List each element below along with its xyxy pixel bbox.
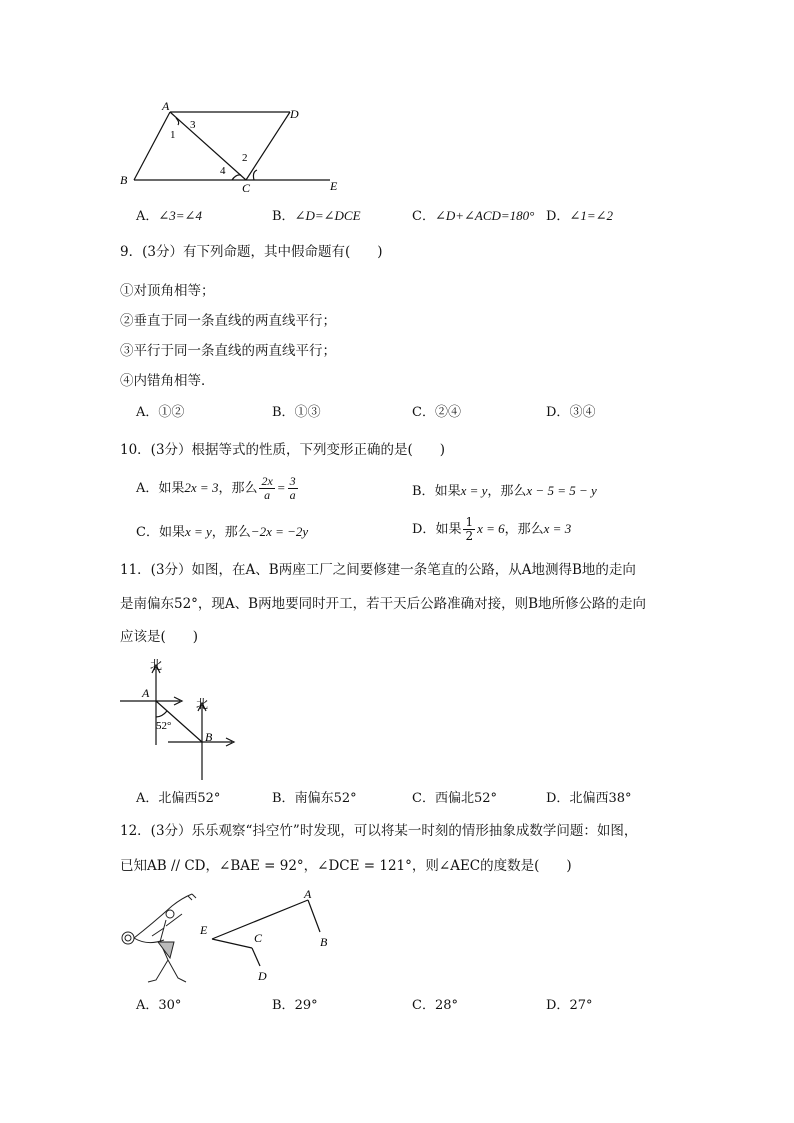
point-label-a: A xyxy=(142,686,150,700)
label-A: A xyxy=(162,99,170,113)
point-label-b: B xyxy=(205,730,213,744)
label-C: C xyxy=(242,181,251,195)
q9-option-a[interactable]: A．①② xyxy=(136,405,185,420)
q9-item-3: ③平行于同一条直线的两直线平行； xyxy=(120,343,336,359)
q11-line-2: 是南偏东52°，现A、B两地要同时开工，若干天后公路准确对接，则B地所修公路的走向 xyxy=(120,596,647,612)
label-D: D xyxy=(290,107,299,121)
q11-line-3: 应该是( ) xyxy=(120,629,199,645)
fraction-one-half: $\frac{1}{2}$ xyxy=(465,515,474,543)
q12-option-c[interactable]: C．28° xyxy=(412,998,458,1013)
q12-line-1: 12．(3分）乐乐观察“抖空竹”时发现，可以将某一时刻的情形抽象成数学问题：如图， xyxy=(120,823,638,839)
q12-line-2: 已知AB // CD，∠BAE = 92°，∠DCE = 121°，则∠AEC的度数是( ) xyxy=(120,858,572,874)
point-label-a: A xyxy=(304,887,312,901)
q12-option-a[interactable]: A．30° xyxy=(136,998,182,1013)
parallelogram-figure xyxy=(110,98,350,198)
label-E: E xyxy=(330,179,338,193)
q11-option-a[interactable]: A．北偏西52° xyxy=(136,791,221,806)
q10-stem: 10．(3分）根据等式的性质，下列变形正确的是( ) xyxy=(120,442,446,458)
label-2: 2 xyxy=(242,152,248,164)
q9-option-b[interactable]: B．①③ xyxy=(272,405,321,420)
q10-option-c[interactable]: C．如果x = y，那么−2x = −2y xyxy=(136,524,309,540)
q10-option-d[interactable]: D．如果 $\frac{1}{2}$ x = 6，那么x = 3 xyxy=(412,515,572,543)
q11-option-b[interactable]: B．南偏东52° xyxy=(272,791,357,806)
point-label-b: B xyxy=(320,935,328,949)
q8-option-b[interactable]: B．∠D=∠DCE xyxy=(272,208,361,224)
q9-option-d[interactable]: D．③④ xyxy=(546,405,596,420)
q8-option-a[interactable]: A．∠3=∠4 xyxy=(136,208,202,224)
performer-illustration xyxy=(122,894,196,982)
label-B: B xyxy=(120,173,128,187)
fraction-2x-over-a: $\frac{2x}{a}$ xyxy=(261,474,273,502)
q9-item-2: ②垂直于同一条直线的两直线平行； xyxy=(120,313,336,329)
label-4: 4 xyxy=(220,165,226,177)
q11-line-1: 11．(3分）如图，在A、B两座工厂之间要修建一条笔直的公路，从A地测得B地的走向 xyxy=(120,562,636,578)
point-label-e: E xyxy=(200,923,208,937)
north-label-a: 北 xyxy=(150,658,163,672)
q9-item-1: ①对顶角相等； xyxy=(120,283,215,299)
label-1: 1 xyxy=(170,129,176,141)
q8-option-c[interactable]: C．∠D+∠ACD=180° xyxy=(412,208,535,224)
q9-stem: 9．(3分）有下列命题，其中假命题有( ) xyxy=(120,244,383,260)
label-3: 3 xyxy=(190,119,196,131)
north-label-b: 北 xyxy=(196,697,209,711)
fraction-3-over-a: $\frac{3}{a}$ xyxy=(289,474,296,502)
q11-option-c[interactable]: C．西偏北52° xyxy=(412,791,497,806)
q10-option-b[interactable]: B．如果x = y，那么x − 5 = 5 − y xyxy=(412,483,597,499)
q11-option-d[interactable]: D．北偏西38° xyxy=(546,791,632,806)
q10-option-a[interactable]: A．如果2x = 3，那么 $\frac{2x}{a}$ = $\frac{3}{a}$ xyxy=(136,474,296,502)
q8-option-d[interactable]: D．∠1=∠2 xyxy=(546,208,613,224)
diabolo-figure xyxy=(112,884,342,989)
direction-figure xyxy=(112,655,242,785)
angle-label: 52° xyxy=(156,720,172,732)
q12-option-b[interactable]: B．29° xyxy=(272,998,318,1013)
q9-option-c[interactable]: C．②④ xyxy=(412,405,461,420)
q9-item-4: ④内错角相等． xyxy=(120,373,215,389)
point-label-d: D xyxy=(258,969,267,983)
point-label-c: C xyxy=(254,931,263,945)
q12-option-d[interactable]: D．27° xyxy=(546,998,593,1013)
